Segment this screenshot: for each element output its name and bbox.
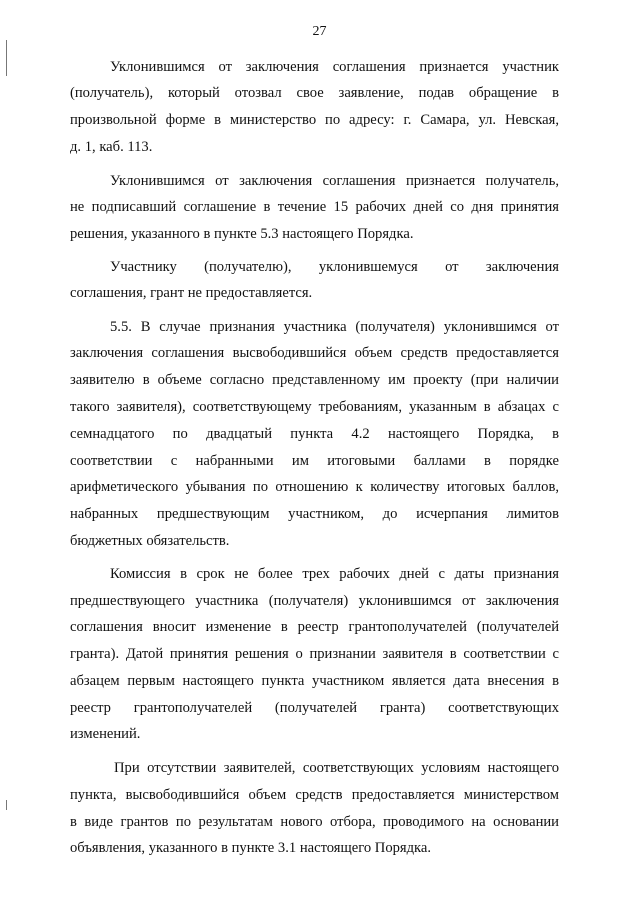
text-line: произвольной форме в министерство по адресу: г. Самара, ул. Невская,: [70, 112, 559, 128]
text-line: заключения соглашения высвободившийся объем средств предоставляется: [70, 345, 559, 361]
text-line: такого заявителя), соответствующему требованиям, указанным в абзацах с: [70, 399, 559, 415]
scan-mark: [6, 40, 7, 76]
text-line: арифметического убывания по отношению к количеству итоговых баллов,: [70, 479, 559, 495]
text-line: д. 1, каб. 113.: [70, 139, 153, 155]
text-line: соответствии с набранными им итоговыми баллами в порядке: [70, 453, 559, 469]
text-line: Уклонившимся от заключения соглашения признается получатель,: [110, 173, 559, 189]
scan-mark: [6, 800, 7, 810]
text-line: гранта). Датой принятия решения о признании заявителя в соответствии с: [70, 646, 559, 662]
text-line: семнадцатого по двадцатый пункта 4.2 настоящего Порядка, в: [70, 426, 559, 442]
text-line: Участнику (получателю), уклонившемуся от заключения: [110, 259, 559, 275]
text-line: объявления, указанного в пункте 3.1 настоящего Порядка.: [70, 840, 432, 856]
text-line: не подписавший соглашение в течение 15 рабочих дней со дня принятия: [70, 199, 559, 215]
text-line: предшествующего участника (получателя) уклонившимся от заключения: [70, 593, 559, 609]
page-number: 27: [312, 24, 327, 39]
text-line: Комиссия в срок не более трех рабочих дней с даты признания: [110, 566, 559, 582]
text-line: бюджетных обязательств.: [70, 533, 230, 549]
text-line: (получатель), который отозвал свое заявление, подав обращение в: [70, 85, 559, 101]
text-line: Уклонившимся от заключения соглашения признается участник: [110, 59, 559, 75]
text-line: абзацем первым настоящего пункта участником является дата внесения в: [70, 673, 559, 689]
text-line: решения, указанного в пункте 5.3 настоящего Порядка.: [70, 226, 414, 242]
text-line: реестр грантополучателей (получателей гранта) соответствующих: [70, 700, 559, 716]
text-line: 5.5. В случае признания участника (получателя) уклонившимся от: [110, 319, 559, 335]
text-line: При отсутствии заявителей, соответствующих условиям настоящего: [114, 760, 559, 776]
text-line: набранных предшествующим участником, до исчерпания лимитов: [70, 506, 559, 522]
text-line: в виде грантов по результатам нового отбора, проводимого на основании: [70, 814, 559, 830]
text-line: соглашения вносит изменение в реестр грантополучателей (получателей: [70, 619, 559, 635]
text-line: заявителю в объеме согласно представленному им проекту (при наличии: [70, 372, 559, 388]
text-line: пункта, высвободившийся объем средств предоставляется министерством: [70, 787, 559, 803]
text-line: изменений.: [70, 726, 141, 742]
text-line: соглашения, грант не предоставляется.: [70, 285, 313, 301]
